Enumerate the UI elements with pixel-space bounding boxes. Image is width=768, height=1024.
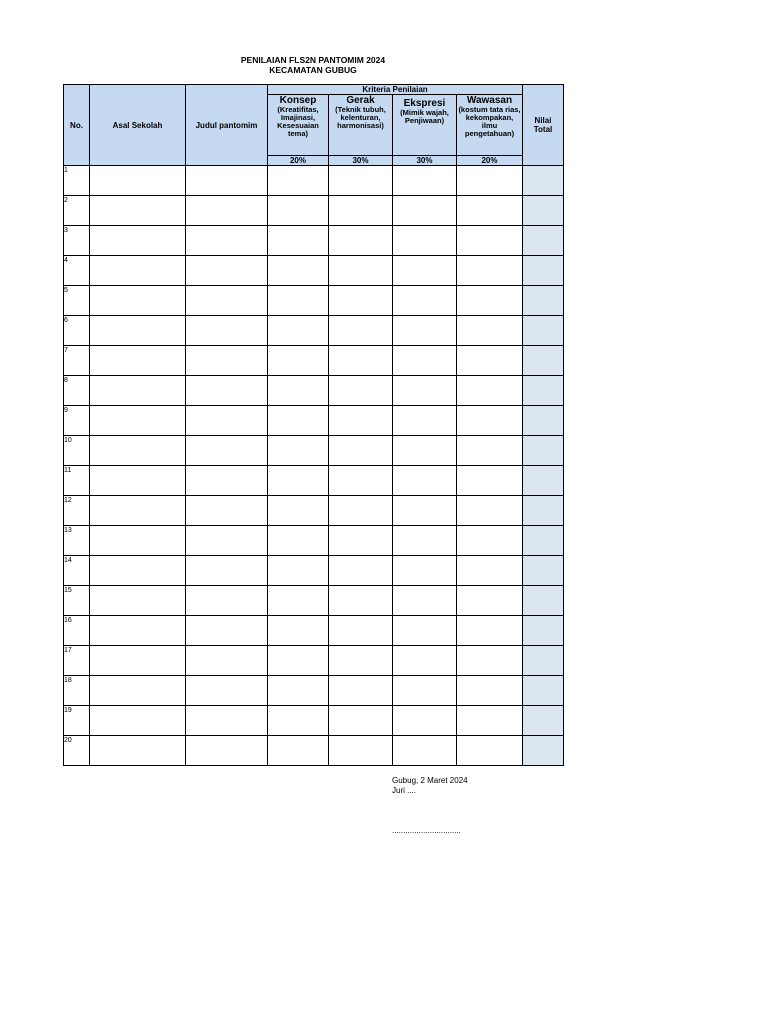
header-asal-sekolah: Asal Sekolah (90, 85, 186, 166)
judul-pantomim-cell[interactable] (186, 436, 268, 466)
row-number: 19 (64, 706, 90, 736)
score-wawasan-cell[interactable] (457, 616, 523, 646)
row-number: 2 (64, 196, 90, 226)
score-wawasan-cell[interactable] (457, 436, 523, 466)
row-number: 1 (64, 166, 90, 196)
criterion-desc: (Teknik tubuh, kelenturan, harmonisasi) (335, 105, 386, 130)
place-date: Gubug, 2 Maret 2024 (392, 776, 468, 785)
score-gerak-cell[interactable] (329, 706, 393, 736)
score-ekspresi-cell[interactable] (393, 676, 457, 706)
score-gerak-cell[interactable] (329, 616, 393, 646)
asal-sekolah-cell[interactable] (90, 736, 186, 766)
score-gerak-cell[interactable] (329, 646, 393, 676)
score-wawasan-cell[interactable] (457, 406, 523, 436)
asal-sekolah-cell[interactable] (90, 376, 186, 406)
nilai-total-cell[interactable] (523, 436, 564, 466)
score-wawasan-cell[interactable] (457, 706, 523, 736)
nilai-total-cell[interactable] (523, 316, 564, 346)
nilai-total-cell[interactable] (523, 256, 564, 286)
score-gerak-cell[interactable] (329, 316, 393, 346)
criterion-name: Ekspresi (403, 98, 446, 109)
nilai-total-cell[interactable] (523, 466, 564, 496)
table-row (64, 316, 564, 346)
criterion-gerak (329, 95, 393, 156)
nilai-total-cell[interactable] (523, 406, 564, 436)
asal-sekolah-cell[interactable] (90, 286, 186, 316)
table-row (64, 466, 564, 496)
table-row (64, 646, 564, 676)
score-ekspresi-cell[interactable] (393, 256, 457, 286)
judul-pantomim-cell[interactable] (186, 496, 268, 526)
nilai-total-cell[interactable] (523, 286, 564, 316)
score-ekspresi-cell[interactable] (393, 196, 457, 226)
asal-sekolah-cell[interactable] (90, 166, 186, 196)
document-title: PENILAIAN FLS2N PANTOMIM 2024 (240, 55, 386, 65)
row-number: 5 (64, 286, 90, 316)
header-no: No. (64, 85, 90, 166)
judul-pantomim-cell[interactable] (186, 586, 268, 616)
header-nilai-total (523, 85, 564, 166)
score-ekspresi-cell[interactable] (393, 316, 457, 346)
score-gerak-cell[interactable] (329, 166, 393, 196)
row-number: 3 (64, 226, 90, 256)
nilai-total-label: Nilai Total (533, 116, 553, 134)
score-konsep-cell[interactable] (268, 556, 329, 586)
score-wawasan-cell[interactable] (457, 346, 523, 376)
table-row (64, 406, 564, 436)
score-wawasan-cell[interactable] (457, 736, 523, 766)
score-wawasan-cell[interactable] (457, 646, 523, 676)
nilai-total-cell[interactable] (523, 226, 564, 256)
judul-pantomim-cell[interactable] (186, 346, 268, 376)
nilai-total-cell[interactable] (523, 646, 564, 676)
criterion-name: Konsep (279, 95, 317, 106)
score-ekspresi-cell[interactable] (393, 616, 457, 646)
score-gerak-cell[interactable] (329, 346, 393, 376)
asal-sekolah-cell[interactable] (90, 496, 186, 526)
row-number: 11 (64, 466, 90, 496)
table-row (64, 556, 564, 586)
asal-sekolah-cell[interactable] (90, 706, 186, 736)
judul-pantomim-cell[interactable] (186, 466, 268, 496)
row-number: 16 (64, 616, 90, 646)
nilai-total-cell[interactable] (523, 526, 564, 556)
score-gerak-cell[interactable] (329, 406, 393, 436)
score-ekspresi-cell[interactable] (393, 166, 457, 196)
row-number: 6 (64, 316, 90, 346)
table-row (64, 616, 564, 646)
judul-pantomim-cell[interactable] (186, 316, 268, 346)
score-gerak-cell[interactable] (329, 676, 393, 706)
score-konsep-cell[interactable] (268, 706, 329, 736)
criterion-konsep (268, 95, 329, 156)
score-ekspresi-cell[interactable] (393, 226, 457, 256)
weight-konsep: 20% (268, 156, 329, 166)
criterion-desc: (kostum tata rias, kekompakan, ilmu pengetahuan) (458, 105, 521, 138)
row-number: 15 (64, 586, 90, 616)
judul-pantomim-cell[interactable] (186, 256, 268, 286)
judul-pantomim-cell[interactable] (186, 706, 268, 736)
weight-ekspresi: 30% (393, 156, 457, 166)
nilai-total-cell[interactable] (523, 706, 564, 736)
asal-sekolah-cell[interactable] (90, 556, 186, 586)
table-row (64, 526, 564, 556)
asal-sekolah-cell[interactable] (90, 526, 186, 556)
judul-pantomim-cell[interactable] (186, 526, 268, 556)
score-gerak-cell[interactable] (329, 736, 393, 766)
score-gerak-cell[interactable] (329, 256, 393, 286)
judul-pantomim-cell[interactable] (186, 646, 268, 676)
score-konsep-cell[interactable] (268, 286, 329, 316)
judul-pantomim-cell[interactable] (186, 196, 268, 226)
asal-sekolah-cell[interactable] (90, 226, 186, 256)
score-wawasan-cell[interactable] (457, 496, 523, 526)
table-row (64, 496, 564, 526)
nilai-total-cell[interactable] (523, 346, 564, 376)
nilai-total-cell[interactable] (523, 556, 564, 586)
table-row (64, 436, 564, 466)
score-wawasan-cell[interactable] (457, 556, 523, 586)
score-konsep-cell[interactable] (268, 406, 329, 436)
score-gerak-cell[interactable] (329, 196, 393, 226)
judul-pantomim-cell[interactable] (186, 556, 268, 586)
score-konsep-cell[interactable] (268, 466, 329, 496)
score-konsep-cell[interactable] (268, 346, 329, 376)
score-konsep-cell[interactable] (268, 226, 329, 256)
judul-pantomim-cell[interactable] (186, 166, 268, 196)
score-wawasan-cell[interactable] (457, 166, 523, 196)
score-konsep-cell[interactable] (268, 436, 329, 466)
asal-sekolah-cell[interactable] (90, 196, 186, 226)
juri-label: Juri .... (392, 786, 417, 795)
score-ekspresi-cell[interactable] (393, 376, 457, 406)
table-row (64, 676, 564, 706)
score-wawasan-cell[interactable] (457, 256, 523, 286)
score-konsep-cell[interactable] (268, 736, 329, 766)
score-wawasan-cell[interactable] (457, 226, 523, 256)
assessment-table (63, 84, 564, 766)
table-row (64, 706, 564, 736)
score-ekspresi-cell[interactable] (393, 436, 457, 466)
score-ekspresi-cell[interactable] (393, 286, 457, 316)
score-wawasan-cell[interactable] (457, 586, 523, 616)
nilai-total-cell[interactable] (523, 496, 564, 526)
score-konsep-cell[interactable] (268, 376, 329, 406)
score-konsep-cell[interactable] (268, 676, 329, 706)
nilai-total-cell[interactable] (523, 586, 564, 616)
score-gerak-cell[interactable] (329, 556, 393, 586)
score-ekspresi-cell[interactable] (393, 526, 457, 556)
table-row (64, 286, 564, 316)
score-konsep-cell[interactable] (268, 196, 329, 226)
table-row (64, 196, 564, 226)
score-wawasan-cell[interactable] (457, 466, 523, 496)
score-gerak-cell[interactable] (329, 436, 393, 466)
judul-pantomim-cell[interactable] (186, 376, 268, 406)
asal-sekolah-cell[interactable] (90, 256, 186, 286)
row-number: 4 (64, 256, 90, 286)
table-row (64, 346, 564, 376)
header-judul-pantomim: Judul pantomim (186, 85, 268, 166)
score-wawasan-cell[interactable] (457, 196, 523, 226)
asal-sekolah-cell[interactable] (90, 676, 186, 706)
table-row (64, 376, 564, 406)
table-row (64, 166, 564, 196)
nilai-total-cell[interactable] (523, 196, 564, 226)
row-number: 10 (64, 436, 90, 466)
score-ekspresi-cell[interactable] (393, 706, 457, 736)
score-ekspresi-cell[interactable] (393, 466, 457, 496)
row-number: 7 (64, 346, 90, 376)
judul-pantomim-cell[interactable] (186, 226, 268, 256)
nilai-total-cell[interactable] (523, 676, 564, 706)
asal-sekolah-cell[interactable] (90, 616, 186, 646)
asal-sekolah-cell[interactable] (90, 436, 186, 466)
criterion-wawasan (457, 95, 523, 156)
score-konsep-cell[interactable] (268, 496, 329, 526)
score-wawasan-cell[interactable] (457, 676, 523, 706)
score-konsep-cell[interactable] (268, 586, 329, 616)
score-gerak-cell[interactable] (329, 376, 393, 406)
score-gerak-cell[interactable] (329, 466, 393, 496)
score-ekspresi-cell[interactable] (393, 346, 457, 376)
score-ekspresi-cell[interactable] (393, 556, 457, 586)
nilai-total-cell[interactable] (523, 736, 564, 766)
score-ekspresi-cell[interactable] (393, 646, 457, 676)
nilai-total-cell[interactable] (523, 166, 564, 196)
judul-pantomim-cell[interactable] (186, 616, 268, 646)
score-gerak-cell[interactable] (329, 586, 393, 616)
score-wawasan-cell[interactable] (457, 526, 523, 556)
score-konsep-cell[interactable] (268, 256, 329, 286)
signature-line: ............................... (392, 826, 461, 835)
row-number: 12 (64, 496, 90, 526)
judul-pantomim-cell[interactable] (186, 676, 268, 706)
criterion-name: Gerak (346, 95, 375, 106)
nilai-total-cell[interactable] (523, 376, 564, 406)
score-wawasan-cell[interactable] (457, 316, 523, 346)
score-konsep-cell[interactable] (268, 316, 329, 346)
row-number: 9 (64, 406, 90, 436)
header-kriteria-penilaian: Kriteria Penilaian (268, 85, 523, 95)
table-row (64, 736, 564, 766)
asal-sekolah-cell[interactable] (90, 466, 186, 496)
table-row (64, 586, 564, 616)
judul-pantomim-cell[interactable] (186, 286, 268, 316)
score-gerak-cell[interactable] (329, 526, 393, 556)
table-body (64, 166, 564, 766)
score-gerak-cell[interactable] (329, 496, 393, 526)
score-konsep-cell[interactable] (268, 646, 329, 676)
criterion-desc: (Kreatifitas, Imajinasi, Kesesuaian tema) (277, 105, 319, 138)
judul-pantomim-cell[interactable] (186, 736, 268, 766)
table-row (64, 256, 564, 286)
weight-wawasan: 20% (457, 156, 523, 166)
score-gerak-cell[interactable] (329, 286, 393, 316)
asal-sekolah-cell[interactable] (90, 316, 186, 346)
row-number: 17 (64, 646, 90, 676)
judul-pantomim-cell[interactable] (186, 406, 268, 436)
score-ekspresi-cell[interactable] (393, 496, 457, 526)
score-konsep-cell[interactable] (268, 526, 329, 556)
criterion-desc: (Mimik wajah, Penjiwaan) (400, 108, 449, 125)
asal-sekolah-cell[interactable] (90, 346, 186, 376)
asal-sekolah-cell[interactable] (90, 586, 186, 616)
criterion-name: Wawasan (466, 95, 513, 106)
score-wawasan-cell[interactable] (457, 376, 523, 406)
asal-sekolah-cell[interactable] (90, 646, 186, 676)
score-ekspresi-cell[interactable] (393, 586, 457, 616)
row-number: 14 (64, 556, 90, 586)
row-number: 8 (64, 376, 90, 406)
score-ekspresi-cell[interactable] (393, 736, 457, 766)
score-konsep-cell[interactable] (268, 166, 329, 196)
score-wawasan-cell[interactable] (457, 286, 523, 316)
score-ekspresi-cell[interactable] (393, 406, 457, 436)
score-konsep-cell[interactable] (268, 616, 329, 646)
asal-sekolah-cell[interactable] (90, 406, 186, 436)
score-gerak-cell[interactable] (329, 226, 393, 256)
row-number: 18 (64, 676, 90, 706)
row-number: 13 (64, 526, 90, 556)
weight-gerak: 30% (329, 156, 393, 166)
nilai-total-cell[interactable] (523, 616, 564, 646)
document-subtitle: KECAMATAN GUBUG (269, 65, 357, 75)
row-number: 20 (64, 736, 90, 766)
table-row (64, 226, 564, 256)
criterion-ekspresi (393, 95, 457, 156)
